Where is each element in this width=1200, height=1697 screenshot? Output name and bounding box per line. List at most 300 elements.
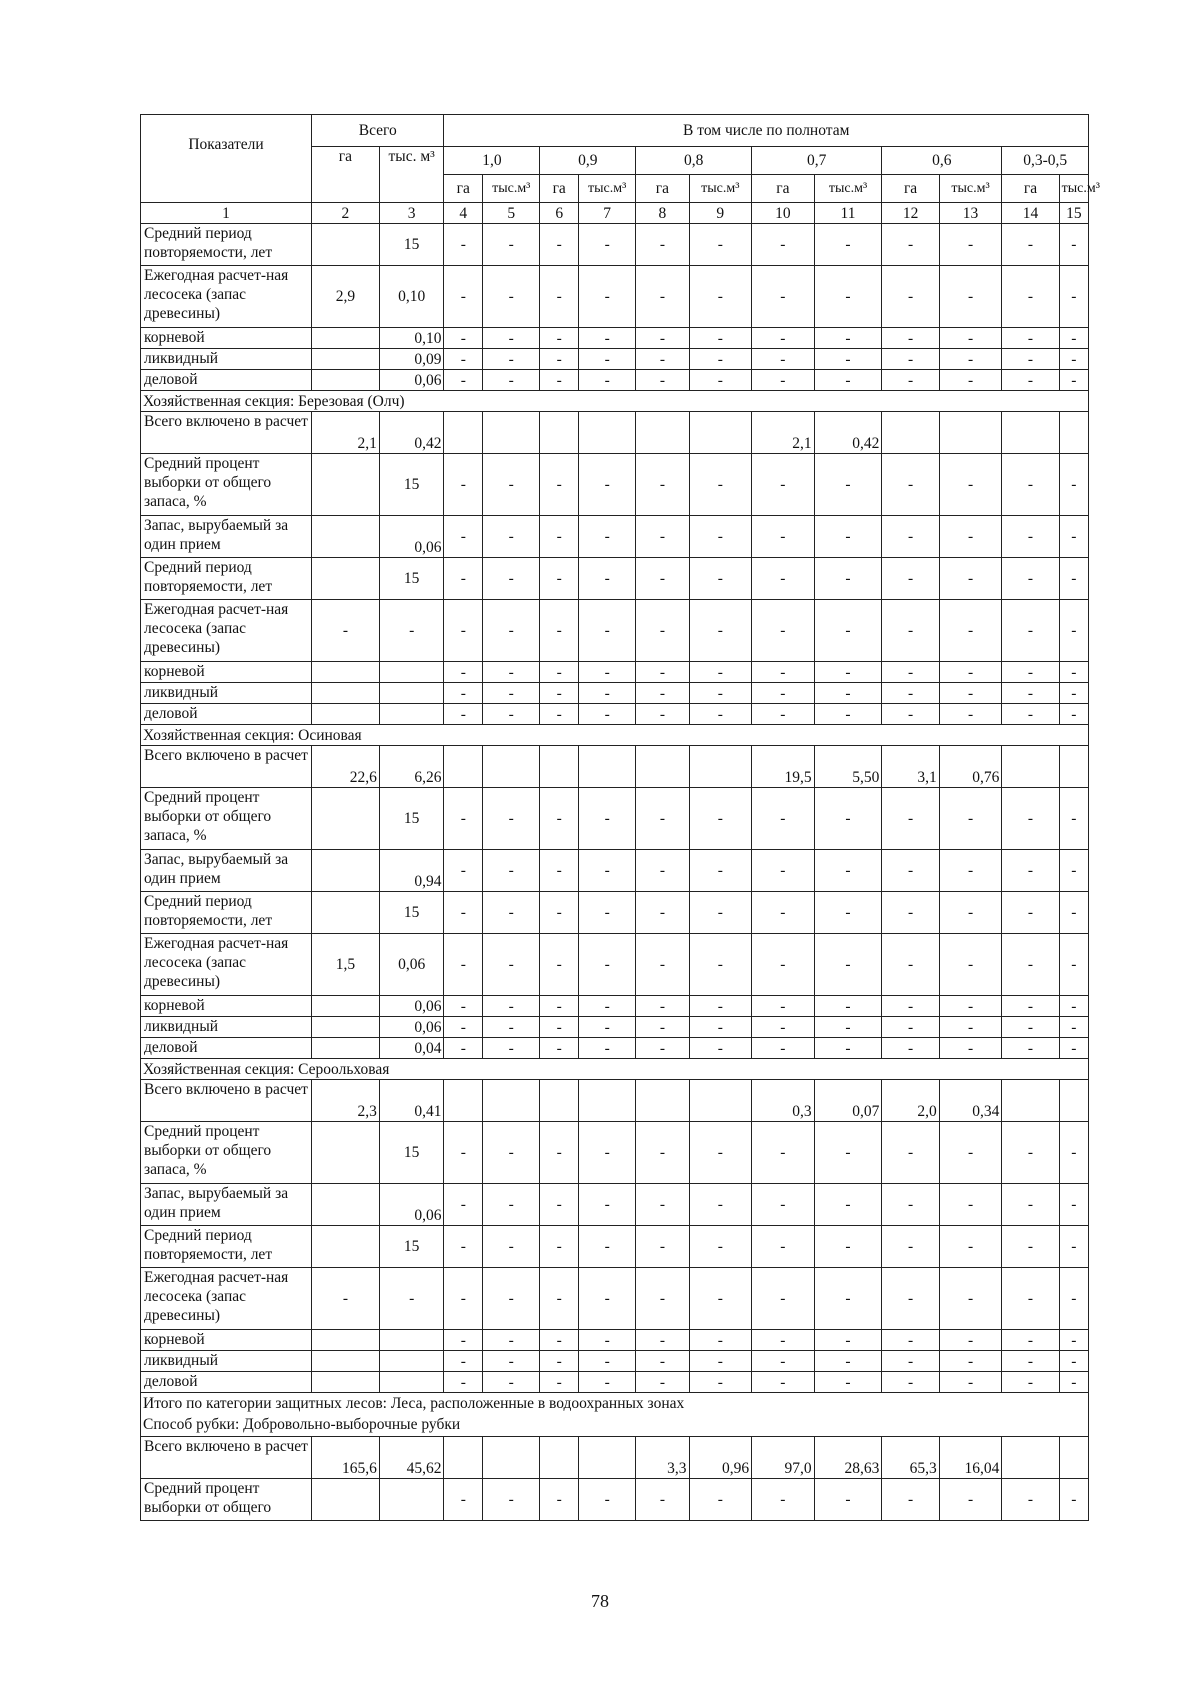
table-cell: - <box>689 1372 752 1393</box>
table-cell: - <box>483 1226 540 1268</box>
table-cell: - <box>752 1479 815 1521</box>
table-cell: - <box>540 1038 579 1059</box>
table-cell: - <box>578 662 635 683</box>
table-cell: - <box>578 1226 635 1268</box>
table-cell: - <box>483 788 540 850</box>
table-cell <box>1002 412 1059 454</box>
page-number: 78 <box>591 1591 609 1611</box>
table-cell: - <box>939 1226 1002 1268</box>
table-cell: - <box>814 788 882 850</box>
table-cell: - <box>939 662 1002 683</box>
table-cell: - <box>540 934 579 996</box>
table-cell <box>312 704 380 725</box>
column-number: 15 <box>1059 203 1088 224</box>
table-cell <box>379 683 444 704</box>
table-cell <box>312 1330 380 1351</box>
table-cell <box>540 412 579 454</box>
total-caption <box>141 1393 1089 1437</box>
column-number: 13 <box>939 203 1002 224</box>
table-cell: - <box>1002 1226 1059 1268</box>
table-cell: - <box>689 600 752 662</box>
table-row <box>141 746 1089 788</box>
table-cell: 0,42 <box>379 412 444 454</box>
table-cell: - <box>540 328 579 349</box>
table-cell: 6,26 <box>379 746 444 788</box>
table-cell: - <box>636 683 689 704</box>
table-cell: - <box>1002 349 1059 370</box>
table-row <box>141 934 1089 996</box>
header-unit-thous-m3: тыс.м³ <box>578 175 635 203</box>
table-cell: - <box>578 1268 635 1330</box>
table-cell: - <box>882 558 939 600</box>
table-cell <box>312 370 380 391</box>
table-cell <box>379 1351 444 1372</box>
table-cell: - <box>752 516 815 558</box>
header-density-4: 0,7 <box>752 147 882 175</box>
table-cell: - <box>636 600 689 662</box>
table-cell: 15 <box>379 454 444 516</box>
table-cell: - <box>540 1330 579 1351</box>
section-row <box>141 1059 1089 1080</box>
table-cell: - <box>636 1479 689 1521</box>
table-row <box>141 1479 1089 1521</box>
table-cell: - <box>444 704 483 725</box>
column-number: 3 <box>379 203 444 224</box>
table-cell: - <box>882 600 939 662</box>
column-number: 8 <box>636 203 689 224</box>
table-cell: 0,04 <box>379 1038 444 1059</box>
table-cell: - <box>882 370 939 391</box>
table-cell: - <box>814 996 882 1017</box>
column-number: 11 <box>814 203 882 224</box>
table-cell: 5,50 <box>814 746 882 788</box>
table-row <box>141 600 1089 662</box>
table-cell: - <box>689 934 752 996</box>
row-label: Запас, вырубаемый за один прием <box>141 850 312 892</box>
table-cell: - <box>636 266 689 328</box>
table-cell <box>1059 1080 1088 1122</box>
section-row <box>141 391 1089 412</box>
table-cell: - <box>939 1184 1002 1226</box>
table-cell: - <box>939 1017 1002 1038</box>
table-cell: - <box>578 266 635 328</box>
table-cell: - <box>379 600 444 662</box>
table-cell: - <box>444 1122 483 1184</box>
table-cell <box>1002 1080 1059 1122</box>
table-cell <box>1002 746 1059 788</box>
table-cell: - <box>939 683 1002 704</box>
table-cell: - <box>882 1122 939 1184</box>
table-cell: - <box>752 1038 815 1059</box>
table-cell: - <box>578 454 635 516</box>
table-cell: - <box>578 1017 635 1038</box>
table-cell: - <box>752 892 815 934</box>
table-cell: - <box>540 662 579 683</box>
table-cell: - <box>540 1184 579 1226</box>
table-cell <box>578 746 635 788</box>
header-total-ha: га <box>312 147 380 203</box>
table-cell <box>636 1080 689 1122</box>
table-cell: - <box>882 1184 939 1226</box>
row-label: Средний процент выборки от общего запаса, % <box>141 1122 312 1184</box>
table-cell: - <box>483 558 540 600</box>
table-row <box>141 1017 1089 1038</box>
table-cell: - <box>1002 1122 1059 1184</box>
table-cell: - <box>689 349 752 370</box>
table-cell: - <box>752 558 815 600</box>
table-cell <box>312 516 380 558</box>
table-row <box>141 892 1089 934</box>
table-row <box>141 850 1089 892</box>
table-cell: - <box>1002 1351 1059 1372</box>
header-unit-thous-m3: тыс.м³ <box>483 175 540 203</box>
table-cell: - <box>689 1330 752 1351</box>
table-cell: - <box>882 704 939 725</box>
table-cell: - <box>814 349 882 370</box>
table-cell: - <box>1059 224 1088 266</box>
table-cell: - <box>483 662 540 683</box>
table-cell: - <box>483 704 540 725</box>
table-cell: - <box>444 349 483 370</box>
table-row <box>141 1122 1089 1184</box>
table-cell: - <box>882 683 939 704</box>
table-cell: - <box>689 1351 752 1372</box>
table-cell: - <box>578 788 635 850</box>
table-cell: - <box>483 1351 540 1372</box>
table-cell: - <box>444 370 483 391</box>
table-cell: - <box>578 996 635 1017</box>
row-label: Всего включено в расчет <box>141 746 312 788</box>
table-cell <box>312 1038 380 1059</box>
table-cell: 3,3 <box>636 1437 689 1479</box>
table-cell: - <box>689 683 752 704</box>
table-row <box>141 1038 1089 1059</box>
table-cell: - <box>752 934 815 996</box>
table-cell: - <box>939 1122 1002 1184</box>
table-cell: - <box>578 1122 635 1184</box>
table-cell: - <box>540 1268 579 1330</box>
table-cell: - <box>483 1372 540 1393</box>
table-cell: - <box>379 1268 444 1330</box>
table-row <box>141 224 1089 266</box>
table-cell: - <box>444 788 483 850</box>
table-cell <box>312 788 380 850</box>
total-caption-line: Способ рубки: Добровольно-выборочные рубки <box>143 1416 461 1433</box>
row-label: Средний период повторяемости, лет <box>141 892 312 934</box>
table-cell: - <box>939 370 1002 391</box>
table-cell <box>882 412 939 454</box>
table-cell: - <box>444 662 483 683</box>
table-cell: - <box>636 1038 689 1059</box>
table-cell: - <box>689 1017 752 1038</box>
table-cell: - <box>882 1479 939 1521</box>
table-cell: - <box>636 1017 689 1038</box>
table-cell: - <box>882 454 939 516</box>
table-cell: - <box>483 1268 540 1330</box>
table-cell: - <box>814 934 882 996</box>
table-cell: 15 <box>379 224 444 266</box>
table-cell: - <box>752 349 815 370</box>
table-cell: - <box>1059 1372 1088 1393</box>
table-cell: - <box>814 1038 882 1059</box>
table-cell: - <box>689 328 752 349</box>
table-cell: 0,06 <box>379 516 444 558</box>
table-cell: - <box>1002 516 1059 558</box>
header-unit-thous-m3: тыс.м³ <box>689 175 752 203</box>
table-cell: - <box>882 1372 939 1393</box>
table-cell <box>444 412 483 454</box>
table-cell: - <box>636 892 689 934</box>
column-number: 9 <box>689 203 752 224</box>
row-label: Средний период повторяемости, лет <box>141 1226 312 1268</box>
row-label: Запас, вырубаемый за один прием <box>141 516 312 558</box>
table-cell: - <box>752 662 815 683</box>
table-cell: - <box>752 370 815 391</box>
header-unit-thous-m3: тыс.м³ <box>814 175 882 203</box>
table-cell: - <box>483 1330 540 1351</box>
table-cell: - <box>939 704 1002 725</box>
table-cell: - <box>636 516 689 558</box>
table-cell: - <box>636 1351 689 1372</box>
table-cell: 16,04 <box>939 1437 1002 1479</box>
table-cell: - <box>814 328 882 349</box>
header-total: Всего <box>312 115 444 147</box>
table-cell <box>312 1017 380 1038</box>
table-cell: - <box>483 349 540 370</box>
table-cell: - <box>814 558 882 600</box>
table-cell: - <box>814 224 882 266</box>
table-cell: 0,41 <box>379 1080 444 1122</box>
table-cell: - <box>1059 788 1088 850</box>
table-cell <box>1002 1437 1059 1479</box>
table-row <box>141 1330 1089 1351</box>
table-row <box>141 1268 1089 1330</box>
table-cell: 165,6 <box>312 1437 380 1479</box>
table-cell <box>312 224 380 266</box>
column-number: 12 <box>882 203 939 224</box>
row-label: деловой <box>141 370 312 391</box>
table-cell <box>540 1080 579 1122</box>
table-cell: - <box>1059 600 1088 662</box>
table-cell: - <box>636 454 689 516</box>
table-cell: - <box>814 892 882 934</box>
table-cell: - <box>1002 934 1059 996</box>
table-row <box>141 412 1089 454</box>
table-row <box>141 704 1089 725</box>
table-cell: - <box>1059 1038 1088 1059</box>
table-cell: - <box>312 1268 380 1330</box>
table-cell: - <box>1059 1330 1088 1351</box>
table-cell: - <box>1059 454 1088 516</box>
table-cell: - <box>1002 788 1059 850</box>
table-cell: - <box>578 558 635 600</box>
table-cell: - <box>1059 1184 1088 1226</box>
table-cell: - <box>578 600 635 662</box>
table-cell: - <box>483 224 540 266</box>
table-cell: - <box>752 1122 815 1184</box>
table-cell: - <box>1059 349 1088 370</box>
table-cell: - <box>752 1226 815 1268</box>
table-cell: - <box>882 328 939 349</box>
header-unit-ha: га <box>752 175 815 203</box>
table-cell: - <box>636 788 689 850</box>
table-cell: 1,5 <box>312 934 380 996</box>
table-cell <box>483 412 540 454</box>
table-cell: - <box>939 1038 1002 1059</box>
table-cell: - <box>1059 892 1088 934</box>
table-cell: - <box>689 454 752 516</box>
table-row <box>141 996 1089 1017</box>
header-unit-ha: га <box>540 175 579 203</box>
table-cell: - <box>814 1017 882 1038</box>
table-row <box>141 516 1089 558</box>
table-cell: - <box>483 996 540 1017</box>
table-cell: - <box>939 788 1002 850</box>
header-including-by-density: В том числе по полнотам <box>444 115 1089 147</box>
table-cell: 2,1 <box>312 412 380 454</box>
table-cell: - <box>540 1122 579 1184</box>
table-cell: - <box>882 266 939 328</box>
table-cell: - <box>540 683 579 704</box>
table-cell: 0,96 <box>689 1437 752 1479</box>
row-label: Ежегодная расчет-ная лесосека (запас древесины) <box>141 1268 312 1330</box>
table-cell: - <box>636 349 689 370</box>
table-cell: - <box>1059 1017 1088 1038</box>
table-cell: - <box>1059 704 1088 725</box>
table-cell: - <box>1059 1479 1088 1521</box>
table-cell: - <box>882 224 939 266</box>
table-cell: - <box>882 934 939 996</box>
column-number: 2 <box>312 203 380 224</box>
total-caption-line: Итого по категории защитных лесов: Леса, расположенные в водоохранных зонах <box>143 1395 685 1412</box>
table-cell: - <box>752 454 815 516</box>
table-cell: 0,09 <box>379 349 444 370</box>
table-cell: - <box>1059 558 1088 600</box>
table-cell: - <box>939 600 1002 662</box>
table-cell: 0,07 <box>814 1080 882 1122</box>
table-cell: - <box>483 1017 540 1038</box>
table-cell: - <box>882 788 939 850</box>
table-cell: - <box>578 349 635 370</box>
table-cell: - <box>752 850 815 892</box>
table-cell: - <box>689 1184 752 1226</box>
table-cell: - <box>636 328 689 349</box>
table-cell: 28,63 <box>814 1437 882 1479</box>
table-cell: - <box>689 704 752 725</box>
table-cell: - <box>578 1038 635 1059</box>
table-cell: - <box>1002 224 1059 266</box>
table-cell: - <box>636 370 689 391</box>
table-cell <box>444 1437 483 1479</box>
table-cell <box>379 662 444 683</box>
table-cell: - <box>578 224 635 266</box>
table-cell: - <box>483 370 540 391</box>
table-cell: 0,3 <box>752 1080 815 1122</box>
table-cell <box>379 1330 444 1351</box>
table-cell: - <box>578 683 635 704</box>
table-row <box>141 349 1089 370</box>
row-label: Средний процент выборки от общего <box>141 1479 312 1521</box>
table-cell: - <box>1059 662 1088 683</box>
table-cell: - <box>636 704 689 725</box>
table-cell: - <box>939 454 1002 516</box>
table-row <box>141 1437 1089 1479</box>
table-cell: 0,06 <box>379 1184 444 1226</box>
table-cell <box>444 1080 483 1122</box>
table-cell: - <box>689 662 752 683</box>
table-cell: - <box>814 1268 882 1330</box>
table-cell: - <box>578 1184 635 1226</box>
table-cell: - <box>578 1330 635 1351</box>
column-number: 6 <box>540 203 579 224</box>
table-cell: 15 <box>379 1122 444 1184</box>
table-cell: - <box>483 1122 540 1184</box>
table-cell: - <box>444 1017 483 1038</box>
table-row <box>141 683 1089 704</box>
table-row <box>141 1226 1089 1268</box>
table-cell: - <box>312 600 380 662</box>
row-label: ликвидный <box>141 349 312 370</box>
table-cell: 0,42 <box>814 412 882 454</box>
table-cell: - <box>444 1351 483 1372</box>
table-cell: - <box>1059 683 1088 704</box>
table-cell: - <box>1059 996 1088 1017</box>
table-cell: - <box>444 516 483 558</box>
table-cell: - <box>1059 370 1088 391</box>
table-cell: - <box>483 454 540 516</box>
table-cell <box>312 1226 380 1268</box>
table-cell: - <box>1059 850 1088 892</box>
row-label: Средний период повторяемости, лет <box>141 224 312 266</box>
table-cell <box>312 558 380 600</box>
table-cell <box>483 1437 540 1479</box>
table-cell: - <box>689 1122 752 1184</box>
table-cell: - <box>814 454 882 516</box>
table-cell <box>636 412 689 454</box>
table-cell: - <box>1002 892 1059 934</box>
table-cell: - <box>814 1372 882 1393</box>
table-row <box>141 370 1089 391</box>
table-cell: - <box>752 1017 815 1038</box>
table-cell: - <box>636 934 689 996</box>
table-cell: - <box>578 892 635 934</box>
table-cell: - <box>540 516 579 558</box>
table-cell: - <box>882 662 939 683</box>
table-cell: 0,06 <box>379 996 444 1017</box>
table-cell: - <box>689 996 752 1017</box>
table-cell: - <box>444 266 483 328</box>
table-cell: - <box>444 1038 483 1059</box>
table-cell: - <box>540 892 579 934</box>
table-cell: - <box>636 662 689 683</box>
table-cell: - <box>578 516 635 558</box>
table-cell: - <box>882 1038 939 1059</box>
table-cell: - <box>814 1330 882 1351</box>
table-cell: - <box>814 683 882 704</box>
table-cell <box>379 704 444 725</box>
column-number: 5 <box>483 203 540 224</box>
table-cell: - <box>882 1017 939 1038</box>
total-row <box>141 1393 1089 1437</box>
column-number: 1 <box>141 203 312 224</box>
table-cell: - <box>1059 1268 1088 1330</box>
table-cell: - <box>939 996 1002 1017</box>
table-cell: - <box>540 1372 579 1393</box>
table-cell: 0,94 <box>379 850 444 892</box>
row-label: Ежегодная расчет-ная лесосека (запас древесины) <box>141 934 312 996</box>
table-cell: - <box>752 996 815 1017</box>
table-cell: - <box>882 850 939 892</box>
